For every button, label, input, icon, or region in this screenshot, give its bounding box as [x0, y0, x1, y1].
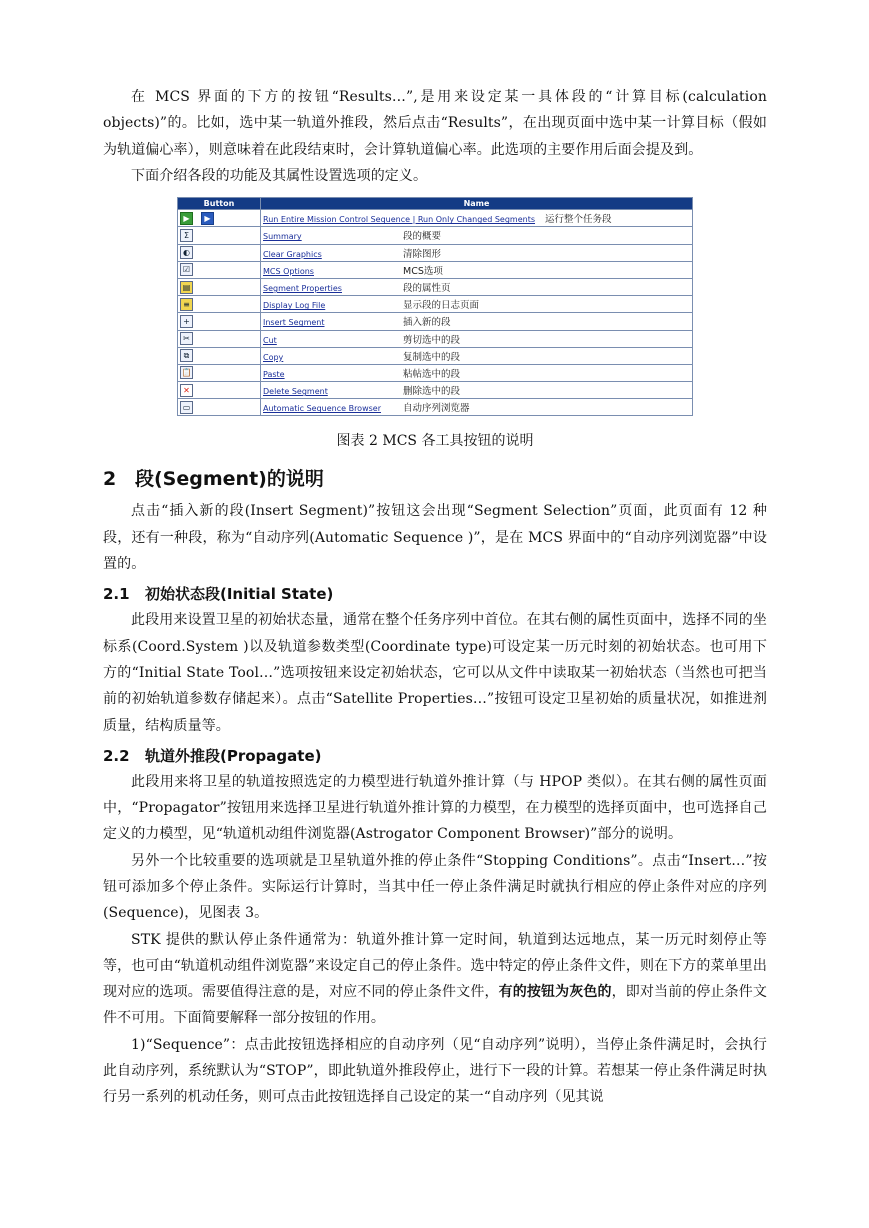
name-cell: [261, 313, 692, 329]
run-changed-icon[interactable]: ▶: [201, 212, 214, 225]
table-row: [178, 365, 692, 381]
section-2-2-number: 2.2: [103, 746, 130, 765]
table-row: [178, 399, 692, 415]
segment-properties-icon[interactable]: ▤: [180, 281, 193, 294]
section-2-2-paragraph-4: 1)“Sequence”：点击此按钮选择相应的自动序列（见“自动序列”说明），当停止条件满足时，会执行此自动序列，系统默认为“STOP”，即此轨道外推段停止，进行下一段的计算。若想某一停止条件满足时执行另一系列的机动任务，则可点击此按钮选择自己设定的某一“自动序列（见其说: [103, 1036, 767, 1106]
tool-description: 清除图形: [403, 248, 442, 260]
intro-paragraph-2: 下面介绍各段的功能及其属性设置选项的定义。: [131, 167, 428, 184]
name-cell: [261, 279, 692, 295]
section-2-number: 2: [103, 468, 117, 491]
tool-description: 运行整个任务段: [545, 214, 612, 226]
section-2-heading: [103, 464, 767, 491]
insert-segment-icon[interactable]: +: [180, 315, 193, 328]
log-file-icon[interactable]: ≡: [180, 298, 193, 311]
tool-description: 段的属性页: [403, 283, 451, 295]
button-cell: [178, 227, 260, 243]
tool-description: 段的概要: [403, 231, 442, 243]
button-cell: [178, 262, 260, 278]
tool-link[interactable]: Insert Segment: [263, 318, 325, 328]
tool-description: 删除选中的段: [403, 386, 461, 398]
section-2-1-paragraph: 此段用来设置卫星的初始状态量，通常在整个任务序列中首位。在其右侧的属性页面中，选择不同的坐标系(Coord.System )以及轨道参数类型(Coordinate type)可设定某一历元时刻的初始状态。也可用下方的“Initial State Tool…”选项按钮来设定初始状态，它可以从文件中读取某一初始状态（当然也可把当前的初始轨道参数存储起来）。点击“Satellite Properties…”按钮可设定卫星初始的质量状况，如推进剂质量，结构质量等。: [103, 612, 767, 734]
tool-link[interactable]: MCS Options: [263, 266, 314, 276]
copy-icon[interactable]: ⧉: [180, 349, 193, 362]
tool-description: MCS选项: [403, 265, 443, 277]
summary-icon[interactable]: Σ: [180, 229, 193, 242]
delete-icon[interactable]: ✕: [180, 384, 193, 397]
tool-link[interactable]: Delete Segment: [263, 387, 328, 397]
tool-link[interactable]: Paste: [263, 369, 285, 379]
table-header-row: [178, 198, 692, 209]
table-row: [178, 227, 692, 243]
table-row: [178, 245, 692, 261]
table-row: [178, 210, 692, 226]
document-page: [103, 84, 767, 1111]
button-cell: [178, 348, 260, 364]
section-2-1-number: 2.1: [103, 585, 130, 604]
name-cell: [261, 296, 692, 312]
sequence-browser-icon[interactable]: ▭: [180, 401, 193, 414]
tool-link[interactable]: Summary: [263, 232, 302, 242]
table-row: [178, 279, 692, 295]
table-row: [178, 331, 692, 347]
tool-link[interactable]: Segment Properties: [263, 284, 342, 294]
section-2-paragraph: 点击“插入新的段(Insert Segment)”按钮这会出现“Segment Selection”页面，此页面有 12 种段，还有一种段，称为“自动序列(Automatic Sequence )”，是在 MCS 界面中的“自动序列浏览器”中设置的。: [103, 503, 767, 573]
tool-description: 剪切选中的段: [403, 334, 461, 346]
name-cell: [261, 227, 692, 243]
table-body: [178, 210, 692, 415]
header-name: Name: [261, 198, 692, 209]
section-2-2-title: 轨道外推段(Propagate): [145, 746, 322, 765]
name-cell: [261, 210, 692, 226]
name-cell: [261, 262, 692, 278]
tool-link[interactable]: Copy: [263, 352, 284, 362]
section-2-1-title: 初始状态段(Initial State): [145, 585, 334, 604]
tool-description: 显示段的日志页面: [403, 300, 480, 312]
p3-bold-text: 有的按钮为灰色的: [498, 984, 612, 1001]
name-cell: [261, 382, 692, 398]
section-2-title: 段(Segment)的说明: [135, 468, 324, 491]
name-cell: [261, 348, 692, 364]
button-cell: [178, 296, 260, 312]
tool-description: 自动序列浏览器: [403, 403, 470, 415]
button-cell: [178, 313, 260, 329]
section-2-2-paragraph-2: 另外一个比较重要的选项就是卫星轨道外推的停止条件“Stopping Conditions”。点击“Insert…”按钮可添加多个停止条件。实际运行计算时，当其中任一停止条件满足时就执行相应的停止条件对应的序列(Sequence)，见图表 3。: [103, 852, 767, 922]
section-2-2-heading: [103, 745, 767, 767]
table-row: [178, 262, 692, 278]
tool-link[interactable]: Clear Graphics: [263, 249, 322, 259]
name-cell: [261, 245, 692, 261]
button-cell: [178, 382, 260, 398]
name-cell: [261, 399, 692, 415]
mcs-options-icon[interactable]: ☑: [180, 263, 193, 276]
tool-link[interactable]: Display Log File: [263, 301, 326, 311]
section-2-2-paragraph-1: 此段用来将卫星的轨道按照选定的力模型进行轨道外推计算（与 HPOP 类似）。在其右侧的属性页面中，“Propagator”按钮用来选择卫星进行轨道外推计算的力模型，在力模型的选择页面中，也可选择自己定义的力模型，见“轨道机动组件浏览器(Astrogator Component Browser)”部分的说明。: [103, 773, 767, 843]
cut-icon[interactable]: ✂: [180, 332, 193, 345]
p3-text-b: ，即对当前的停止条件文件不可用。下面简要解释一部分按钮的作用。: [103, 984, 767, 1027]
toolbar-buttons-table: [177, 197, 693, 416]
name-cell: [261, 331, 692, 347]
table-row: [178, 382, 692, 398]
toolbar-figure: [177, 197, 693, 416]
header-button: Button: [178, 198, 260, 209]
run-icon[interactable]: ▶: [180, 212, 193, 225]
section-2-2-paragraph-3: [103, 927, 767, 1032]
section-2-1-heading: [103, 583, 767, 605]
button-cell: [178, 245, 260, 261]
tool-description: 复制选中的段: [403, 351, 461, 363]
paste-icon[interactable]: 📋: [181, 368, 192, 378]
button-cell: [178, 210, 260, 226]
tool-description: 插入新的段: [403, 317, 451, 329]
button-cell: [178, 399, 260, 415]
clear-graphics-icon[interactable]: ◐: [180, 246, 193, 259]
table-row: [178, 296, 692, 312]
tool-link[interactable]: Automatic Sequence Browser: [263, 404, 381, 414]
table-row: [178, 348, 692, 364]
button-cell: [178, 331, 260, 347]
tool-link[interactable]: Cut: [263, 335, 277, 345]
button-cell: [178, 279, 260, 295]
intro-paragraph-1: 在 MCS 界面的下方的按钮“Results…”,是用来设定某一具体段的“计算目标(calculation objects)”的。比如，选中某一轨道外推段，然后点击“Results”，在出现页面中选中某一计算目标（假如为轨道偏心率），则意味着在此段结束时，会计算轨道偏心率。此选项的主要作用后面会提及到。: [103, 89, 767, 158]
figure-caption: 图表 2 MCS 各工具按钮的说明: [336, 433, 534, 450]
name-cell: [261, 365, 692, 381]
tool-description: 粘帖选中的段: [403, 368, 461, 380]
p3-text-a: STK 提供的默认停止条件通常为：轨道外推计算一定时间，轨道到达远地点，某一历元时刻停止等等，也可由“轨道机动组件浏览器”来设定自己的停止条件。选中特定的停止条件文件，则在下方的菜单里出现对应的选项。需要值得注意的是，对应不同的停止条件文件，: [103, 931, 767, 1001]
table-row: [178, 313, 692, 329]
button-cell: [178, 365, 260, 381]
tool-link[interactable]: Run Entire Mission Control Sequence | Run Only Changed Segments: [263, 215, 536, 225]
